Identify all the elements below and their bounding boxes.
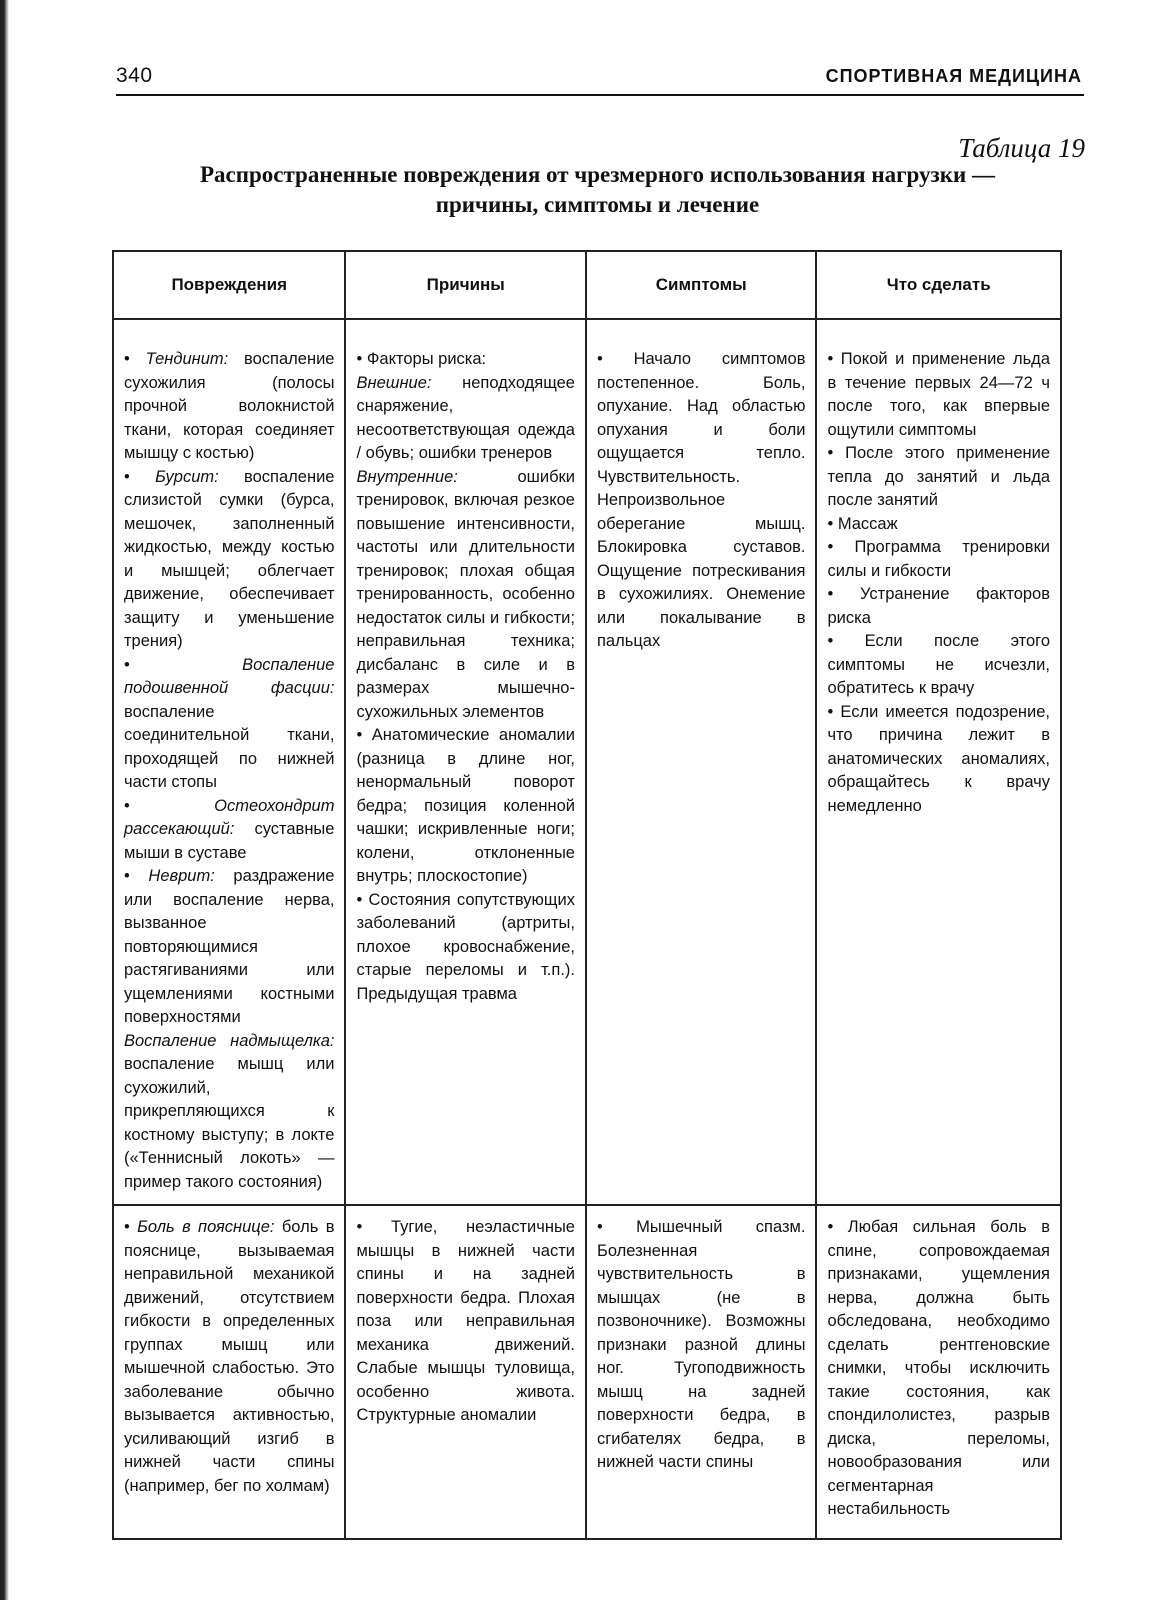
injury-description: воспаление мышц или сухожилий, прикрепляющихся к костному выступу; в локте («Теннисный локоть» — пример такого состояния): [124, 1055, 335, 1191]
injury-description: раздражение или воспаление нерва, вызванное повторяющимися растягиваниями или ущемлениями костными поверхностями: [124, 867, 335, 1026]
column-header-symptoms: Симптомы: [586, 251, 816, 319]
cause-entry-anatomic: • Анатомические аномалии (разница в длине ног, ненормальный поворот бедра; позиция коленной чашки; искривленные ноги; колени, отклоненные внутрь; плоскостопие): [356, 726, 575, 885]
table-title-line-1: Распространенные повреждения от чрезмерного использования нагрузки —: [199, 162, 996, 187]
cause-entry-comorbid: • Состояния сопутствующих заболеваний (артриты, плохое кровоснабжение, старые переломы и т.п.). Предыдущая травма: [356, 890, 575, 1003]
page-binding-edge: [0, 0, 9, 1600]
action-item: • Если имеется подозрение, что причина лежит в анатомических аномалиях, обращайтесь к врачу немедленно: [827, 702, 1050, 815]
cell-injuries: [113, 1205, 345, 1539]
symptoms-text: • Мышечный спазм. Болезненная чувствительность в мышцах (не в позвоночнике). Возможны признаки разной длины ног. Тугоподвижность мышц на задней поверхности бедра, в сгибателях бедра, в нижней части спины: [596, 1218, 806, 1471]
cause-entry-internal: [356, 466, 575, 725]
cause-term: Внутренние:: [356, 467, 458, 486]
injury-term: Боль в пояснице:: [137, 1218, 275, 1236]
column-header-injuries: Повреждения: [113, 251, 345, 319]
injury-term: Воспаление надмыщелка:: [124, 1031, 335, 1050]
injury-description: воспаление сухожилия (полосы прочной волокнистой ткани, которая соединяет мышцу с костью): [124, 350, 335, 462]
column-header-actions: Что сделать: [816, 251, 1061, 319]
table-row-overuse: [113, 319, 1061, 1205]
injury-entry-bursitis: • Бурсит: воспаление слизистой сумки (бурса, мешочек, заполненный жидкостью, между костью и мышцей; облегчает движение, обеспечивает защиту и уменьшение трения): [124, 467, 335, 650]
cause-text: • Тугие, неэластичные мышцы в нижней части спины и на задней поверхности бедра. Плохая поза или неправильная механика движений. Слабые мышцы туловища, особенно живота. Структурные аномалии: [356, 1218, 575, 1424]
injury-term: Тендинит:: [145, 350, 229, 368]
action-item: • После этого применение тепла до занятий и льда после занятий: [827, 444, 1050, 509]
injury-term: Бурсит:: [155, 467, 219, 486]
action-item: • Устранение факторов риска: [827, 585, 1050, 627]
action-item: • Любая сильная боль в спине, сопровождаемая признаками, ущемления нерва, должна быть обследована, необходимо сделать рентгеновские снимки, чтобы исключить такие состояния, как спондилолистез, разрыв диска, переломы, новообразования или сегментарная нестабильность: [827, 1218, 1050, 1518]
action-item: • Покой и применение льда в течение первых 24—72 ч после того, как впервые ощутили симптомы: [827, 350, 1050, 439]
injury-entry-tendinitis: • Тендинит: воспаление сухожилия (полосы прочной волокнистой ткани, которая соединяет мышцу с костью): [124, 350, 335, 462]
cell-symptoms: [586, 319, 816, 1205]
action-item: • Массаж: [827, 514, 898, 533]
table-row-low-back-pain: [113, 1205, 1061, 1539]
cell-causes: [345, 1205, 586, 1539]
running-title: СПОРТИВНАЯ МЕДИЦИНА: [825, 66, 1082, 86]
cause-entry-risk-factors: • Факторы риска:: [356, 350, 487, 368]
column-header-causes: Причины: [345, 251, 586, 319]
table-header-row: [113, 251, 1061, 319]
cause-description: неподходящее снаряжение, несоответствующая одежда / обувь; ошибки тренеров: [356, 373, 575, 462]
cell-actions: [816, 319, 1061, 1205]
cell-symptoms: [586, 1205, 816, 1539]
symptoms-text: • Начало симптомов постепенное. Боль, опухание. Над областью опухания и боли ощущается тепло. Чувствительность. Непроизвольное оберегание мышц. Блокировка суставов. Ощущение потрескивания в сухожилиях. Онемение или покалывание в пальцах: [596, 350, 806, 650]
injury-description: суставные мыши в суставе: [124, 820, 335, 862]
injury-entry-low-back-pain: • Боль в пояснице: боль в пояснице, вызываемая неправильной механикой движений, отсутствием гибкости в определенных группах мышц или мышечной слабостью. Это заболевание обычно вызывается активностью, усиливающий изгиб в нижней части спины (например, бег по холмам): [124, 1218, 335, 1495]
injury-description: воспаление слизистой сумки (бурса, мешочек, заполненный жидкостью, между костью и мышцей; облегчает движение, обеспечивает защиту и уменьшение трения): [124, 467, 335, 650]
table-number: Таблица 19: [958, 133, 1085, 163]
table-title: [110, 160, 1085, 220]
injury-entry-plantar-fasciitis: • Воспаление подошвенной фасции: воспаление соединительной ткани, проходящей по нижней части стопы: [124, 655, 335, 791]
cause-description: ошибки тренировок, включая резкое повышение интенсивности, частоты или длительности тренировок; плохая общая тренированность, особенно недостаток силы и гибкости; неправильная техника; дисбаланс в силе и в размерах мышечно-сухожильных элементов: [356, 467, 575, 721]
cell-causes: [345, 319, 586, 1205]
page-number: 340: [116, 64, 153, 87]
injury-term: Остеохондрит рассекающий:: [124, 796, 335, 838]
injury-term: Воспаление подошвенной фасции:: [124, 655, 335, 697]
page-header: [116, 58, 1084, 96]
cell-injuries: [113, 319, 345, 1205]
action-item: • Программа тренировки силы и гибкости: [827, 538, 1050, 580]
injury-entry-neuritis: • Неврит: раздражение или воспаление нерва, вызванное повторяющимися растягиваниями или ущемлениями костными поверхностями Воспаление надмыщелка: воспаление мышц или сухожилий, прикрепляющихся к костному выступу; в локте («Теннисный локоть» — пример такого состояния): [124, 867, 335, 1191]
cause-entry-external: [356, 372, 575, 466]
action-item: • Если после этого симптомы не исчезли, обратитесь к врачу: [827, 632, 1050, 697]
cell-actions: [816, 1205, 1061, 1539]
injury-description: боль в пояснице, вызываемая неправильной механикой движений, отсутствием гибкости в определенных группах мышц или мышечной слабостью. Это заболевание обычно вызывается активностью, усиливающий изгиб в нижней части спины (например, бег по холмам): [124, 1218, 335, 1495]
cause-term: Внешние:: [356, 373, 432, 392]
injury-term: Неврит:: [148, 867, 215, 885]
injury-entry-osteochondritis: • Остеохондрит рассекающий: суставные мыши в суставе: [124, 796, 335, 862]
injury-description: воспаление соединительной ткани, проходящей по нижней части стопы: [124, 702, 335, 791]
injuries-table: [112, 250, 1062, 1540]
table-title-line-2: причины, симптомы и лечение: [435, 192, 760, 217]
